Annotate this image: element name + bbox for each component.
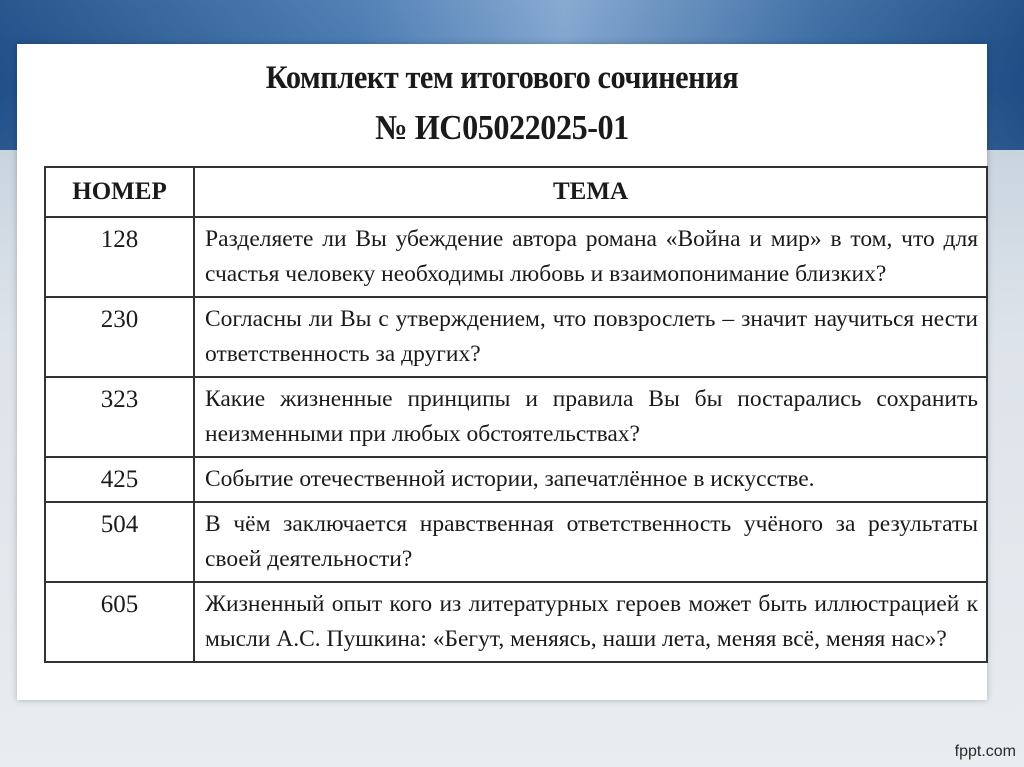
row-number: 230 xyxy=(45,297,194,377)
slide xyxy=(17,44,987,700)
table-row xyxy=(45,457,987,502)
row-number: 323 xyxy=(45,377,194,457)
row-number: 128 xyxy=(45,217,194,297)
column-header-number: НОМЕР xyxy=(45,167,194,217)
row-topic: В чём заключается нравственная ответственность учёного за результаты своей деятельности? xyxy=(194,502,987,582)
row-topic: Разделяете ли Вы убеждение автора романа «Война и мир» в том, что для счастья человеку необходимы любовь и взаимопонимание близких? xyxy=(194,217,987,297)
slide-title: Комплект тем итогового сочинения xyxy=(265,60,739,96)
column-header-topic: ТЕМА xyxy=(194,167,987,217)
row-number: 605 xyxy=(45,582,194,662)
table-row xyxy=(45,582,987,662)
table-row xyxy=(45,377,987,457)
table-row xyxy=(45,502,987,582)
row-topic: Событие отечественной истории, запечатлённое в искусстве. xyxy=(194,457,987,502)
row-topic: Согласны ли Вы с утверждением, что повзрослеть – значит научиться нести ответственность за других? xyxy=(194,297,987,377)
slide-subtitle-number: № ИС05022025-01 xyxy=(375,108,629,147)
row-number: 504 xyxy=(45,502,194,582)
table-row xyxy=(45,217,987,297)
table-row xyxy=(45,297,987,377)
topics-table xyxy=(44,166,988,663)
row-topic: Жизненный опыт кого из литературных героев может быть иллюстрацией к мысли А.С. Пушкина: «Бегут, меняясь, наши лета, меняя всё, меняя нас»? xyxy=(194,582,987,662)
row-topic: Какие жизненные принципы и правила Вы бы постарались сохранить неизменными при любых обстоятельствах? xyxy=(194,377,987,457)
table-header-row xyxy=(45,167,987,217)
row-number: 425 xyxy=(45,457,194,502)
watermark-text: fppt.com xyxy=(954,743,1016,760)
